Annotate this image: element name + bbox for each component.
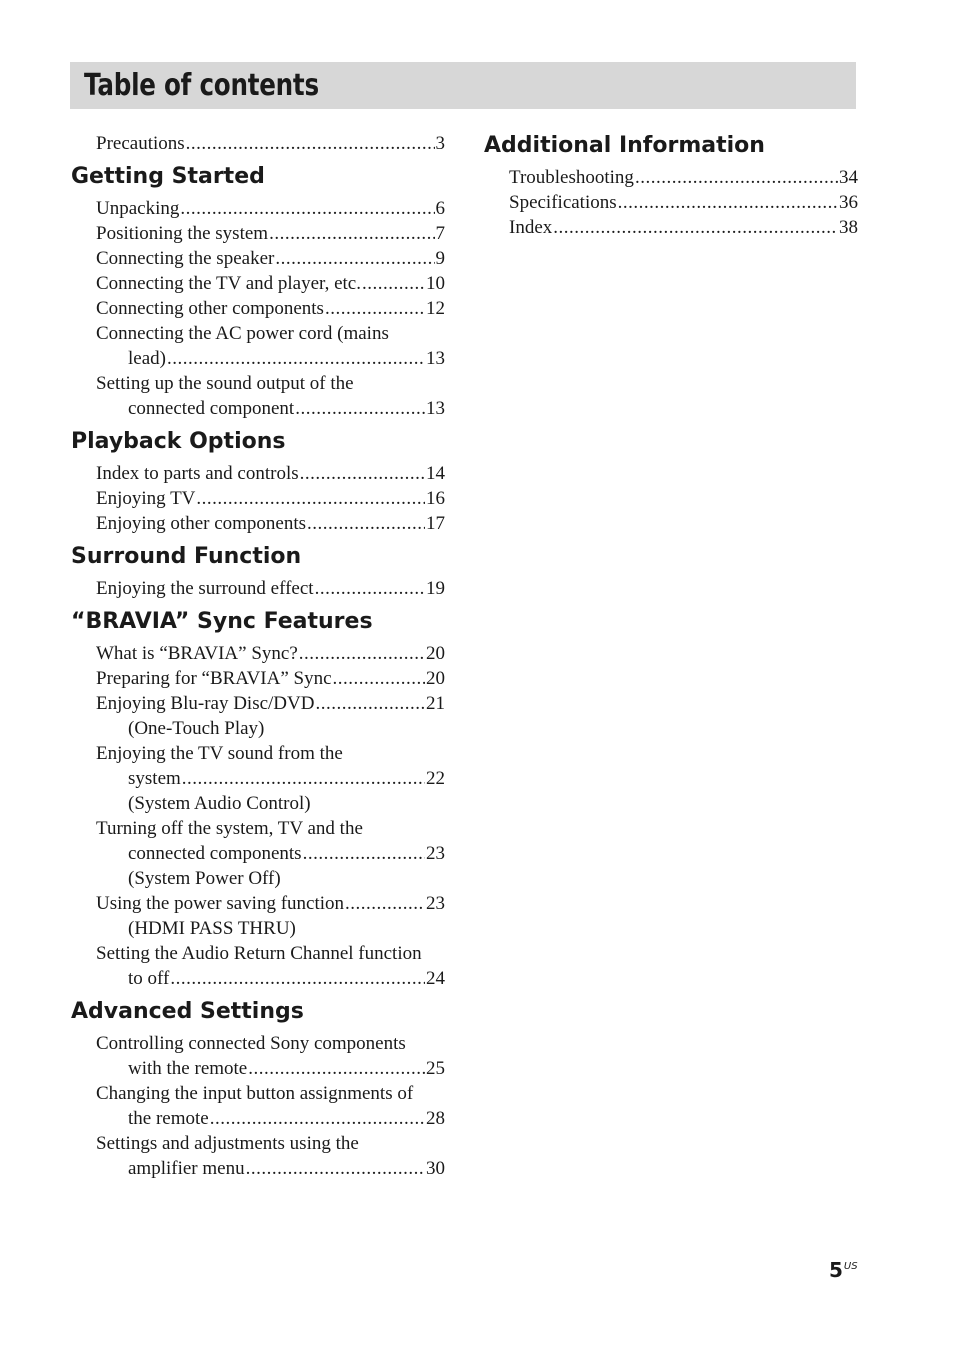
toc-entry-text: Index <box>509 217 553 238</box>
toc-right-column <box>484 131 858 246</box>
toc-entry-text: Enjoying Blu-ray Disc/DVD <box>96 693 315 714</box>
toc-entry[interactable] <box>96 246 445 271</box>
dot-leader <box>303 841 425 866</box>
dot-leader <box>246 1156 425 1181</box>
toc-page-number: 12 <box>426 298 445 319</box>
dot-leader <box>182 766 425 791</box>
toc-entry-text: Connecting other components <box>96 298 324 319</box>
toc-entry-text: Preparing for “BRAVIA” Sync <box>96 668 332 689</box>
toc-entry-text: lead) <box>128 348 166 369</box>
toc-page-number: 7 <box>435 223 445 244</box>
toc-page-number: 9 <box>435 248 445 269</box>
toc-entry-text: Setting up the sound output of the <box>96 373 354 394</box>
toc-entry[interactable] <box>509 215 858 240</box>
toc-entry-text: Turning off the system, TV and the <box>96 818 363 839</box>
toc-entry-row <box>96 841 445 866</box>
toc-entry-list <box>71 131 445 156</box>
toc-entry-text: Positioning the system <box>96 223 269 244</box>
toc-entry-row <box>96 221 445 246</box>
toc-entry-text: Enjoying the TV sound from the <box>96 743 343 764</box>
dot-leader <box>210 1106 425 1131</box>
toc-entry-text: connected components <box>128 843 302 864</box>
toc-page-number: 14 <box>426 463 445 484</box>
toc-entry[interactable] <box>96 486 445 511</box>
toc-entry[interactable] <box>96 816 445 891</box>
toc-entry-row <box>509 165 858 190</box>
toc-entry[interactable] <box>96 461 445 486</box>
toc-page-number: 34 <box>839 167 858 188</box>
dot-leader <box>315 576 425 601</box>
dot-leader <box>345 891 425 916</box>
toc-entry-subtitle: (System Power Off) <box>128 868 281 889</box>
toc-entry-row <box>96 1106 445 1131</box>
toc-entry-row <box>509 215 858 240</box>
toc-entry[interactable] <box>96 296 445 321</box>
dot-leader <box>307 511 425 536</box>
toc-entry[interactable] <box>96 741 445 816</box>
toc-left-column <box>71 131 445 1187</box>
toc-entry-list <box>71 196 445 421</box>
toc-entry[interactable] <box>96 511 445 536</box>
dot-leader <box>333 666 425 691</box>
toc-page-number: 25 <box>426 1058 445 1079</box>
section-heading-advanced-settings: Advanced Settings <box>71 999 304 1024</box>
toc-entry-row <box>96 396 445 421</box>
toc-page-number: 6 <box>435 198 445 219</box>
toc-entry-row <box>96 766 445 791</box>
dot-leader <box>553 215 838 240</box>
toc-entry-text: Index to parts and controls <box>96 463 299 484</box>
toc-entry[interactable] <box>96 196 445 221</box>
dot-leader <box>170 966 425 991</box>
dot-leader <box>180 196 434 221</box>
toc-entry-text: amplifier menu <box>128 1158 245 1179</box>
dot-leader <box>295 396 425 421</box>
toc-entry-list <box>71 461 445 536</box>
toc-entry-row <box>96 891 445 916</box>
toc-entry-row <box>96 196 445 221</box>
section-heading-additional-information: Additional Information <box>484 133 765 158</box>
toc-entry[interactable] <box>96 666 445 691</box>
toc-entry-row <box>96 296 445 321</box>
toc-page-number: 17 <box>426 513 445 534</box>
toc-entry-text: Enjoying TV <box>96 488 196 509</box>
toc-entry-text: Settings and adjustments using the <box>96 1133 359 1154</box>
toc-page-number: 30 <box>426 1158 445 1179</box>
toc-page-number: 10 <box>426 273 445 294</box>
toc-entry-text: Connecting the speaker <box>96 248 275 269</box>
toc-entry-row <box>96 271 445 296</box>
toc-page-number: 13 <box>426 348 445 369</box>
toc-entry-text: system <box>128 768 181 789</box>
page-title: Table of contents <box>84 68 319 103</box>
toc-page-number: 20 <box>426 668 445 689</box>
toc-entry[interactable] <box>96 131 445 156</box>
toc-entry-text: Changing the input button assignments of <box>96 1083 414 1104</box>
toc-page-number: 16 <box>426 488 445 509</box>
toc-page-number: 19 <box>426 578 445 599</box>
dot-leader <box>299 641 425 666</box>
toc-entry-text: Precautions <box>96 133 185 154</box>
toc-entry[interactable] <box>96 691 445 741</box>
dot-leader <box>275 246 434 271</box>
toc-entry-row <box>96 666 445 691</box>
toc-entry-text: with the remote <box>128 1058 248 1079</box>
toc-page-number: 13 <box>426 398 445 419</box>
toc-entry-list <box>71 1031 445 1181</box>
toc-page-number: 24 <box>426 968 445 989</box>
toc-entry-text: the remote <box>128 1108 209 1129</box>
toc-entry[interactable] <box>96 271 445 296</box>
title-bar <box>70 62 856 109</box>
section-heading-playback-options: Playback Options <box>71 429 286 454</box>
toc-entry-row <box>96 641 445 666</box>
dot-leader <box>248 1056 425 1081</box>
toc-entry-text: What is “BRAVIA” Sync? <box>96 643 298 664</box>
toc-entry-text: Controlling connected Sony components <box>96 1033 406 1054</box>
section-heading-surround-function: Surround Function <box>71 544 302 569</box>
dot-leader <box>300 461 425 486</box>
section-heading-bravia-sync-features: “BRAVIA” Sync Features <box>71 609 373 634</box>
toc-entry[interactable] <box>96 641 445 666</box>
toc-entry[interactable] <box>96 221 445 246</box>
toc-entry-text: Using the power saving function <box>96 893 345 914</box>
toc-entry[interactable] <box>509 165 858 190</box>
toc-page-number: 38 <box>839 217 858 238</box>
dot-leader <box>186 131 435 156</box>
toc-entry-row <box>509 190 858 215</box>
region-code: US <box>843 1261 858 1272</box>
dot-leader <box>618 190 838 215</box>
toc-entry-row <box>96 966 445 991</box>
toc-entry-text: Enjoying other components <box>96 513 307 534</box>
toc-entry[interactable] <box>96 576 445 601</box>
toc-page-number: 20 <box>426 643 445 664</box>
toc-entry-row <box>96 461 445 486</box>
toc-entry-text: connected component <box>128 398 295 419</box>
toc-entry-row <box>96 246 445 271</box>
toc-page-number: 23 <box>426 893 445 914</box>
toc-entry-text: Specifications <box>509 192 617 213</box>
toc-entry-row <box>96 346 445 371</box>
toc-entry-list <box>71 576 445 601</box>
toc-entry-row <box>96 486 445 511</box>
toc-entry-row <box>96 1056 445 1081</box>
dot-leader <box>315 691 425 716</box>
toc-entry-row <box>96 131 445 156</box>
toc-entry[interactable] <box>96 941 445 991</box>
toc-page-number: 21 <box>426 693 445 714</box>
toc-page-number: 36 <box>839 192 858 213</box>
toc-entry[interactable] <box>509 190 858 215</box>
toc-entry-text: Unpacking <box>96 198 180 219</box>
page-number <box>829 1258 858 1282</box>
toc-entry-subtitle: (HDMI PASS THRU) <box>128 918 296 939</box>
toc-entry[interactable] <box>96 321 445 371</box>
toc-entry[interactable] <box>96 1081 445 1131</box>
toc-entry-list <box>71 641 445 991</box>
toc-entry[interactable] <box>96 371 445 421</box>
section-heading-getting-started: Getting Started <box>71 164 265 189</box>
toc-page-number: 23 <box>426 843 445 864</box>
toc-entry-row <box>96 1156 445 1181</box>
toc-entry-row <box>96 691 445 716</box>
toc-entry[interactable] <box>96 1031 445 1081</box>
dot-leader <box>196 486 425 511</box>
toc-entry-text: Troubleshooting <box>509 167 634 188</box>
toc-entry-row <box>96 511 445 536</box>
toc-entry-row <box>96 576 445 601</box>
toc-entry-text: Enjoying the surround effect <box>96 578 314 599</box>
dot-leader <box>167 346 425 371</box>
toc-entry-text: Setting the Audio Return Channel function <box>96 943 422 964</box>
dot-leader <box>269 221 434 246</box>
toc-entry-text: to off <box>128 968 170 989</box>
dot-leader <box>325 296 425 321</box>
toc-page-number: 3 <box>435 133 445 154</box>
toc-entry-text: Connecting the AC power cord (mains <box>96 323 389 344</box>
toc-page-number: 28 <box>426 1108 445 1129</box>
dot-leader <box>362 271 425 296</box>
toc-entry-subtitle: (One-Touch Play) <box>128 718 265 739</box>
toc-entry-list <box>484 165 858 240</box>
dot-leader <box>635 165 838 190</box>
page-number-value: 5 <box>829 1258 843 1282</box>
toc-entry[interactable] <box>96 891 445 941</box>
toc-entry[interactable] <box>96 1131 445 1181</box>
toc-entry-text: Connecting the TV and player, etc. <box>96 273 361 294</box>
toc-page-number: 22 <box>426 768 445 789</box>
toc-entry-subtitle: (System Audio Control) <box>128 793 311 814</box>
